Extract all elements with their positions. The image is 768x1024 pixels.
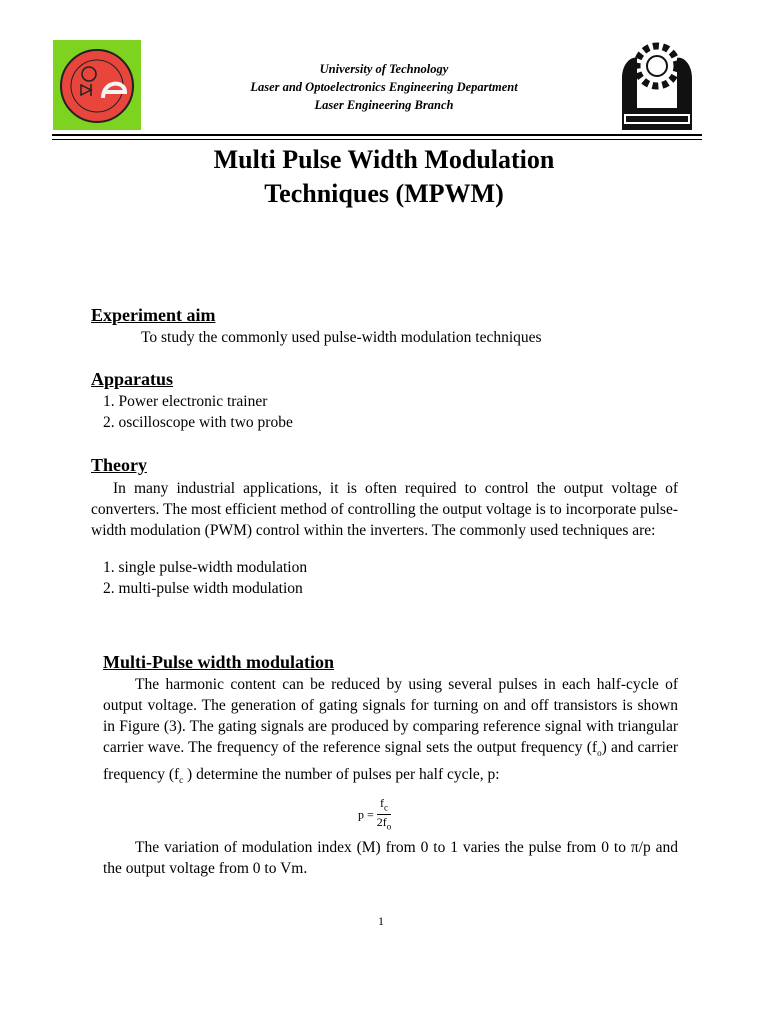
apparatus-list bbox=[103, 391, 293, 433]
header-rule-thin bbox=[52, 139, 702, 140]
subscript-o: o bbox=[597, 748, 602, 759]
list-item: 2. oscilloscope with two probe bbox=[103, 414, 293, 431]
theory-heading: Theory bbox=[91, 455, 147, 475]
mpwm-text-part: ) determine the number of pulses per half cycle, p: bbox=[183, 766, 500, 784]
formula-denominator bbox=[377, 815, 392, 833]
department-logo bbox=[53, 40, 141, 130]
formula-den-sub: o bbox=[386, 821, 392, 832]
title-line-1: Multi Pulse Width Modulation bbox=[213, 145, 555, 174]
department-emblem-icon bbox=[53, 40, 141, 130]
mpwm-text-part: ) and carrier frequency (f bbox=[103, 739, 678, 784]
techniques-list bbox=[103, 557, 307, 599]
aim-heading: Experiment aim bbox=[91, 305, 216, 325]
department-name: Laser and Optoelectronics Engineering Department bbox=[250, 80, 518, 94]
header-rule-thick bbox=[52, 134, 702, 136]
pulse-count-formula bbox=[358, 796, 391, 834]
list-item: 2. multi-pulse width modulation bbox=[103, 580, 303, 597]
theory-paragraph: In many industrial applications, it is often required to control the output voltage of converters. The most efficient method of controlling the output voltage is to incorporate pulse-width modulation (PWM) control within the inverters. The commonly used techniques are: bbox=[91, 480, 678, 539]
university-name: University of Technology bbox=[319, 62, 449, 76]
formula-fraction bbox=[377, 796, 392, 834]
mpwm-paragraph-1 bbox=[103, 674, 678, 791]
formula-numerator bbox=[377, 796, 392, 815]
aim-text: To study the commonly used pulse-width modulation techniques bbox=[141, 329, 542, 346]
formula-lhs: p = bbox=[358, 807, 374, 822]
page-title bbox=[100, 143, 668, 211]
formula-num-sub: c bbox=[384, 802, 389, 813]
subscript-c: c bbox=[179, 775, 184, 786]
apparatus-heading: Apparatus bbox=[91, 369, 174, 389]
university-logo bbox=[612, 38, 702, 132]
branch-name: Laser Engineering Branch bbox=[314, 98, 454, 112]
page-number: 1 bbox=[378, 914, 384, 928]
university-emblem-icon bbox=[612, 38, 702, 132]
mpwm-heading: Multi-Pulse width modulation bbox=[103, 652, 335, 672]
mpwm-text-part: The harmonic content can be reduced by using several pulses in each half-cycle of output voltage. The generation of gating signals for turning on and off transistors is shown in Figure (3). The gating signals are produced by comparing reference signal with triangular carrier wave. The frequency of the reference signal sets the output frequency (f bbox=[103, 676, 678, 756]
institution-header bbox=[222, 60, 546, 114]
formula-num-text: f bbox=[380, 796, 385, 810]
formula-den-text: 2f bbox=[376, 815, 387, 830]
list-item: 1. Power electronic trainer bbox=[103, 393, 268, 410]
list-item: 1. single pulse-width modulation bbox=[103, 559, 308, 576]
mpwm-paragraph-2: The variation of modulation index (M) from 0 to 1 varies the pulse from 0 to π/p and the output voltage from 0 to Vm. bbox=[103, 839, 678, 877]
title-line-2: Techniques (MPWM) bbox=[264, 179, 504, 208]
